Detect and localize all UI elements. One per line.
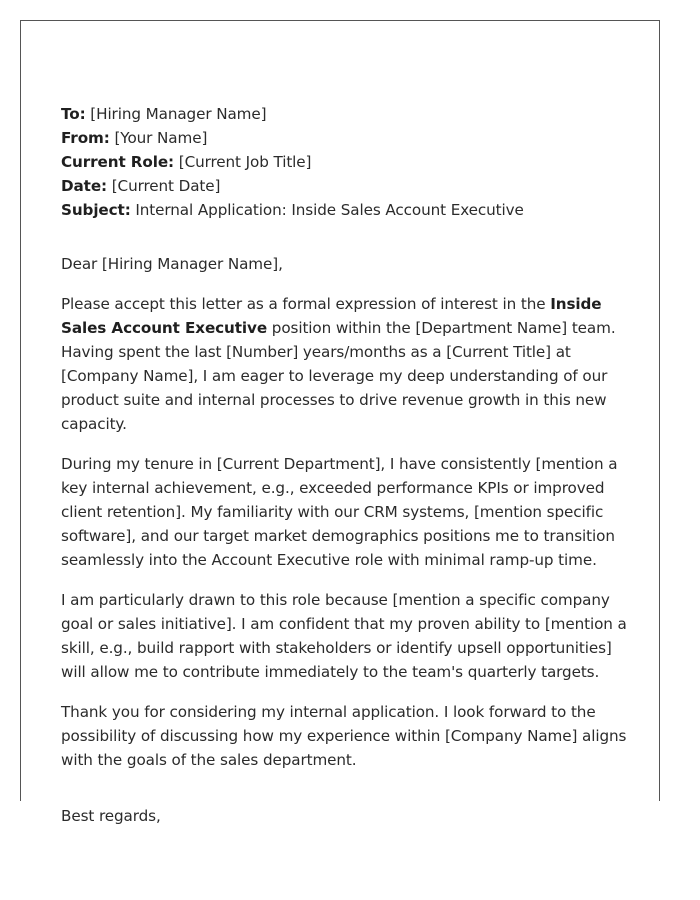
current-role-value: [Current Job Title]	[178, 153, 312, 171]
letter-page	[20, 20, 660, 825]
date-value: [Current Date]	[111, 177, 221, 195]
to-line	[61, 102, 631, 126]
paragraph-1-end: position within the [Department Name] team. Having spent the last [Number] years/months as a [Current Title] at [Company Name], I am eager to leverage my deep understanding of our product suite and internal processes to drive revenue growth in this new capacity.	[61, 319, 616, 433]
from-label: From:	[61, 129, 110, 147]
subject-line	[61, 198, 631, 222]
current-role-label: Current Role:	[61, 153, 175, 171]
paragraph-4: Thank you for considering my internal application. I look forward to the possibility of discussing how my experience within [Company Name] aligns with the goals of the sales department.	[61, 703, 627, 769]
from-line	[61, 126, 631, 150]
closing: Best regards,	[61, 807, 161, 825]
paragraph-3: I am particularly drawn to this role because [mention a specific company goal or sales initiative]. I am confident that my proven ability to [mention a skill, e.g., build rapport with stakeholders or identify upsell opportunities] will allow me to contribute immediately to the team's quarterly targets.	[61, 591, 627, 681]
subject-label: Subject:	[61, 201, 131, 219]
paragraph-1	[61, 292, 631, 436]
to-label: To:	[61, 105, 86, 123]
salutation: Dear [Hiring Manager Name],	[61, 255, 283, 273]
paragraph-2: During my tenure in [Current Department], I have consistently [mention a key internal achievement, e.g., exceeded performance KPIs or improved client retention]. My familiarity with our CRM systems, [mention specific software], and our target market demographics positions me to transition seamlessly into the Account Executive role with minimal ramp-up time.	[61, 455, 618, 569]
date-label: Date:	[61, 177, 107, 195]
letter-content	[61, 102, 631, 828]
paragraph-1-start: Please accept this letter as a formal expression of interest in the	[61, 295, 551, 313]
from-value: [Your Name]	[114, 129, 208, 147]
position-title: Inside Sales Account Executive	[61, 295, 602, 337]
to-value: [Hiring Manager Name]	[90, 105, 267, 123]
current-role-line	[61, 150, 631, 174]
date-line	[61, 174, 631, 198]
subject-value: Internal Application: Inside Sales Account Executive	[135, 201, 524, 219]
